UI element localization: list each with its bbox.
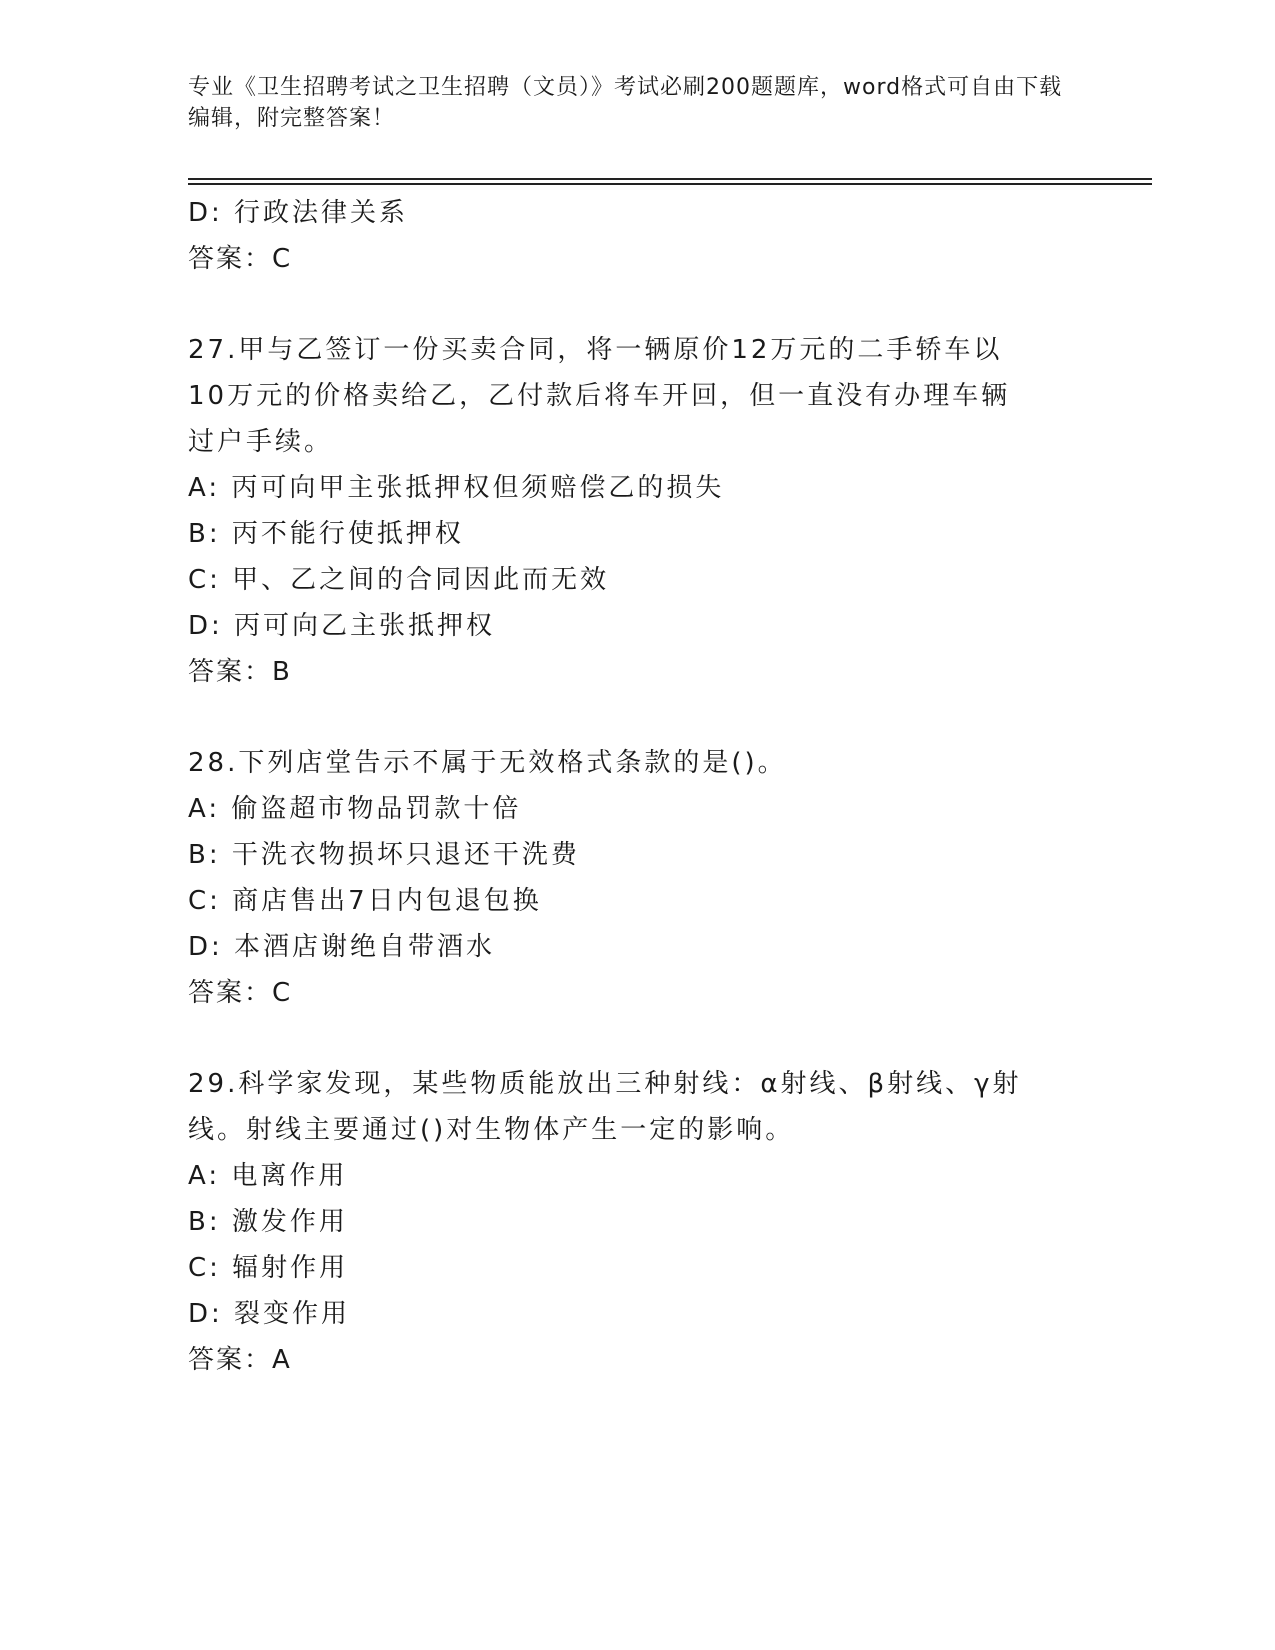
question-content <box>188 190 1088 1383</box>
option-b: B: 干洗衣物损坏只退还干洗费 <box>188 840 580 870</box>
option-d: D: 本酒店谢绝自带酒水 <box>188 932 496 962</box>
header-rule-top <box>188 178 1152 180</box>
option-a: A: 电离作用 <box>188 1161 348 1191</box>
option-c: C: 辐射作用 <box>188 1253 349 1283</box>
answer: 答案：B <box>188 657 292 687</box>
page-header: 专业《卫生招聘考试之卫生招聘（文员）》考试必刷200题题库，word格式可自由下载编辑，附完整答案！ <box>188 75 1063 131</box>
option-b: B: 丙不能行使抵押权 <box>188 519 464 549</box>
header-rule-bottom <box>188 183 1152 185</box>
option-d: D: 裂变作用 <box>188 1299 351 1329</box>
answer: 答案：C <box>188 978 293 1008</box>
question-text: 27.甲与乙签订一份买卖合同，将一辆原价12万元的二手轿车以10万元的价格卖给乙，乙付款后将车开回，但一直没有办理车辆过户手续。 <box>188 335 1011 457</box>
option-a: A: 丙可向甲主张抵押权但须赔偿乙的损失 <box>188 473 725 503</box>
spacer <box>188 282 1088 327</box>
spacer <box>188 695 1088 740</box>
option-d: D: 行政法律关系 <box>188 198 409 228</box>
option-a: A: 偷盗超市物品罚款十倍 <box>188 794 522 824</box>
option-b: B: 激发作用 <box>188 1207 348 1237</box>
option-d: D: 丙可向乙主张抵押权 <box>188 611 496 641</box>
option-c: C: 甲、乙之间的合同因此而无效 <box>188 565 610 595</box>
question-text: 28.下列店堂告示不属于无效格式条款的是()。 <box>188 748 787 778</box>
option-c: C: 商店售出7日内包退包换 <box>188 886 542 916</box>
question-28 <box>188 740 1088 1016</box>
question-text: 29.科学家发现，某些物质能放出三种射线：α射线、β射线、γ射线。射线主要通过()对生物体产生一定的影响。 <box>188 1069 1022 1145</box>
question-27 <box>188 327 1088 695</box>
question-29 <box>188 1061 1088 1383</box>
spacer <box>188 1016 1088 1061</box>
answer: 答案：A <box>188 1345 292 1375</box>
answer: 答案：C <box>188 244 293 274</box>
